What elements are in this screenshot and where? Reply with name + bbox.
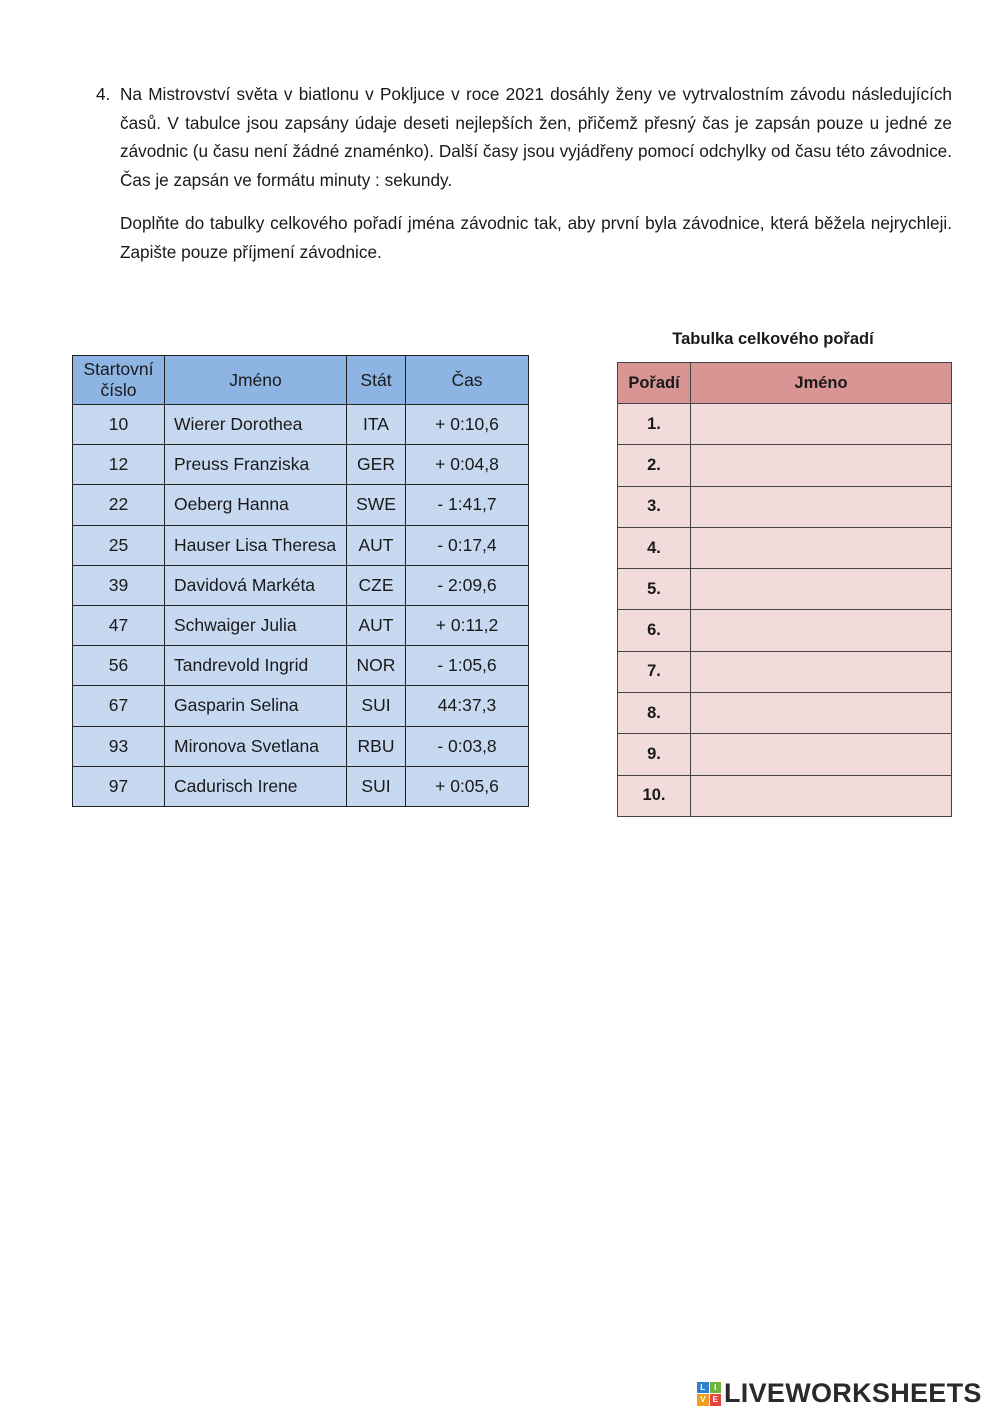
name-cell: Davidová Markéta [165, 565, 347, 605]
bib-cell: 97 [73, 766, 165, 806]
bib-cell: 10 [73, 405, 165, 445]
task-paragraph-2: Doplňte do tabulky celkového pořadí jména závodnic tak, aby první byla závodnice, která běžela nejrychleji. Zapište pouze příjmení závodnice. [120, 213, 952, 262]
header-answer-name: Jméno [691, 363, 952, 404]
name-cell: Wierer Dorothea [165, 405, 347, 445]
rank-cell: 5. [618, 569, 691, 610]
logo-mark-letter: E [710, 1394, 722, 1406]
country-cell: SWE [347, 485, 406, 525]
answer-field[interactable] [691, 445, 952, 486]
table-row [618, 651, 952, 692]
time-cell: + 0:10,6 [406, 405, 529, 445]
country-cell: SUI [347, 766, 406, 806]
time-cell: + 0:04,8 [406, 445, 529, 485]
answer-field[interactable] [691, 651, 952, 692]
name-cell: Gasparin Selina [165, 686, 347, 726]
bib-cell: 12 [73, 445, 165, 485]
results-table [72, 355, 529, 807]
country-cell: AUT [347, 525, 406, 565]
time-cell: - 0:03,8 [406, 726, 529, 766]
ranking-table [617, 362, 952, 817]
rank-cell: 9. [618, 734, 691, 775]
answer-field[interactable] [691, 610, 952, 651]
rank-cell: 4. [618, 527, 691, 568]
country-cell: AUT [347, 605, 406, 645]
table-row [618, 734, 952, 775]
header-bib: Startovní číslo [73, 356, 165, 405]
header-time: Čas [406, 356, 529, 405]
time-cell: + 0:11,2 [406, 605, 529, 645]
table-row [618, 445, 952, 486]
table-row [618, 610, 952, 651]
bib-cell: 47 [73, 605, 165, 645]
bib-cell: 67 [73, 686, 165, 726]
table-row [618, 693, 952, 734]
table-row [73, 766, 529, 806]
bib-cell: 93 [73, 726, 165, 766]
answer-field[interactable] [691, 775, 952, 816]
rank-cell: 10. [618, 775, 691, 816]
logo-text: LIVEWORKSHEETS [724, 1378, 982, 1408]
task-paragraph-1 [96, 80, 952, 194]
table-row [73, 565, 529, 605]
answer-field[interactable] [691, 569, 952, 610]
country-cell: NOR [347, 646, 406, 686]
logo-mark-letter: I [710, 1382, 722, 1394]
bib-cell: 22 [73, 485, 165, 525]
answer-field[interactable] [691, 527, 952, 568]
bib-cell: 56 [73, 646, 165, 686]
rank-cell: 1. [618, 404, 691, 445]
time-cell: - 1:05,6 [406, 646, 529, 686]
logo-mark-letter: L [697, 1382, 709, 1394]
table-row [73, 485, 529, 525]
bib-cell: 25 [73, 525, 165, 565]
table-row [73, 726, 529, 766]
rank-cell: 6. [618, 610, 691, 651]
rank-cell: 7. [618, 651, 691, 692]
table-row [618, 486, 952, 527]
table-row [73, 525, 529, 565]
name-cell: Tandrevold Ingrid [165, 646, 347, 686]
name-cell: Cadurisch Irene [165, 766, 347, 806]
logo-mark-letter: V [697, 1394, 709, 1406]
table-row [618, 569, 952, 610]
header-name: Jméno [165, 356, 347, 405]
table-row [73, 405, 529, 445]
country-cell: GER [347, 445, 406, 485]
table-row [73, 445, 529, 485]
answer-field[interactable] [691, 734, 952, 775]
task-number: 4. [96, 84, 111, 104]
header-country: Stát [347, 356, 406, 405]
table-row [618, 527, 952, 568]
country-cell: SUI [347, 686, 406, 726]
time-cell: + 0:05,6 [406, 766, 529, 806]
time-cell: 44:37,3 [406, 686, 529, 726]
bib-cell: 39 [73, 565, 165, 605]
answer-field[interactable] [691, 404, 952, 445]
table-row [73, 605, 529, 645]
name-cell: Mironova Svetlana [165, 726, 347, 766]
ranking-header-row [618, 363, 952, 404]
country-cell: RBU [347, 726, 406, 766]
table-row [618, 775, 952, 816]
header-rank: Pořadí [618, 363, 691, 404]
name-cell: Schwaiger Julia [165, 605, 347, 645]
time-cell: - 1:41,7 [406, 485, 529, 525]
name-cell: Hauser Lisa Theresa [165, 525, 347, 565]
rank-cell: 8. [618, 693, 691, 734]
rank-cell: 2. [618, 445, 691, 486]
table-row [73, 686, 529, 726]
task-instructions [96, 80, 952, 266]
table-row [73, 646, 529, 686]
liveworksheets-logo [697, 1378, 982, 1409]
time-cell: - 2:09,6 [406, 565, 529, 605]
country-cell: ITA [347, 405, 406, 445]
task-text-1: Na Mistrovství světa v biatlonu v Pokljuce v roce 2021 dosáhly ženy ve vytrvalostním závodu následujících časů. V tabulce jsou zapsány údaje deseti nejlepších žen, přičemž přesný čas je zapsán pouze u jedné ze závodnic (u času není žádné znaménko). Další časy jsou vyjádřeny pomocí odchylky od času této závodnice. Čas je zapsán ve formátu minuty : sekundy. [120, 84, 952, 190]
answer-field[interactable] [691, 486, 952, 527]
name-cell: Oeberg Hanna [165, 485, 347, 525]
ranking-table-title: Tabulka celkového pořadí [672, 330, 874, 348]
time-cell: - 0:17,4 [406, 525, 529, 565]
table-row [618, 404, 952, 445]
name-cell: Preuss Franziska [165, 445, 347, 485]
results-header-row [73, 356, 529, 405]
rank-cell: 3. [618, 486, 691, 527]
country-cell: CZE [347, 565, 406, 605]
answer-field[interactable] [691, 693, 952, 734]
logo-mark-icon [697, 1382, 721, 1406]
